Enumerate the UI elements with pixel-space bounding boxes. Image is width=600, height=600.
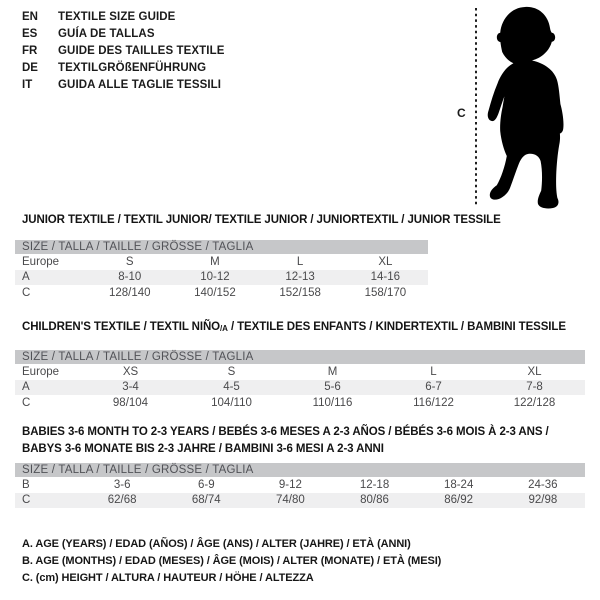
size-row <box>15 254 428 270</box>
age-cell: 10-12 <box>172 270 257 286</box>
age-years-row <box>15 380 585 396</box>
height-measure-label: C <box>457 106 466 120</box>
row-label: C <box>22 396 31 409</box>
height-cell: 128/140 <box>108 286 151 299</box>
language-code: FR <box>22 45 38 57</box>
language-title: TEXTILE SIZE GUIDE <box>58 11 176 23</box>
age-cell: 6-9 <box>197 478 215 491</box>
height-figure <box>440 0 600 215</box>
language-row <box>22 43 225 60</box>
age-cell: 3-6 <box>113 478 131 491</box>
row-label: C <box>22 286 31 299</box>
height-cell: 140/152 <box>194 286 236 299</box>
age-cell: 5-6 <box>282 380 383 396</box>
language-code: IT <box>22 79 33 91</box>
age-cell: 12-18 <box>359 478 390 491</box>
children-table-title <box>22 320 600 336</box>
age-cell: 8-10 <box>87 270 172 286</box>
junior-section <box>0 213 600 301</box>
children-title-subscript: /A <box>220 324 228 333</box>
babies-title-line1: BABIES 3-6 MONTH TO 2-3 YEARS / BEBÉS 3-6 MESES A 2-3 AÑOS / BÉBÉS 3-6 MOIS À 2-3 ANS / <box>22 426 549 438</box>
height-cell: 62/68 <box>80 493 164 509</box>
language-code: EN <box>22 11 38 23</box>
age-cell: 18-24 <box>443 478 474 491</box>
height-row <box>15 395 585 411</box>
size-header-row <box>15 350 585 364</box>
age-cell: 9-12 <box>278 478 302 491</box>
age-cell: 24-36 <box>528 478 558 491</box>
height-row <box>15 285 428 301</box>
row-label: A <box>15 270 87 286</box>
height-cell: 122/128 <box>513 396 556 409</box>
size-cell: L <box>430 365 437 378</box>
region-label: Europe <box>22 255 60 268</box>
legend-height: C. (cm) HEIGHT / ALTURA / HAUTEUR / HÖHE / ALTEZZA <box>22 572 314 584</box>
language-title: GUIDA ALLE TAGLIE TESSILI <box>58 79 222 91</box>
size-header-bar: SIZE / TALLA / TAILLE / GRÖSSE / TAGLIA <box>15 350 585 364</box>
baby-silhouette-icon <box>488 7 564 209</box>
language-row <box>22 60 225 77</box>
age-cell: 7-8 <box>484 380 585 396</box>
age-years-row <box>15 270 428 286</box>
age-cell: 4-5 <box>181 380 282 396</box>
row-label: A <box>15 380 80 396</box>
height-cell: 86/92 <box>417 493 501 509</box>
height-cell: 68/74 <box>164 493 248 509</box>
children-title-prefix: CHILDREN'S TEXTILE / TEXTIL NIÑO <box>22 321 221 333</box>
age-cell: 12-13 <box>258 270 343 286</box>
row-label: C <box>15 493 80 509</box>
height-cell: 104/110 <box>211 396 252 409</box>
size-row <box>15 364 585 380</box>
size-header-bar: SIZE / TALLA / TAILLE / GRÖSSE / TAGLIA <box>15 463 585 477</box>
legend-age-years: A. AGE (YEARS) / EDAD (AÑOS) / ÂGE (ANS) / ALTER (JAHRE) / ETÀ (ANNI) <box>22 538 411 550</box>
age-cell: 6-7 <box>383 380 484 396</box>
height-cell: 74/80 <box>248 493 332 509</box>
size-cell: XS <box>122 365 139 378</box>
language-row <box>22 26 225 43</box>
age-cell: 14-16 <box>343 270 428 286</box>
height-cell: 152/158 <box>279 286 321 299</box>
children-title-suffix: / TEXTILE DES ENFANTS / KINDERTEXTIL / BAMBINI TESSILE <box>227 321 566 333</box>
language-row <box>22 77 225 94</box>
size-cell: S <box>227 365 236 378</box>
age-months-row <box>15 477 585 493</box>
children-size-table <box>15 350 585 411</box>
language-title: TEXTILGRÖßENFÜHRUNG <box>58 62 207 74</box>
babies-section <box>0 424 600 508</box>
legend <box>22 536 441 587</box>
height-row <box>15 493 585 509</box>
height-cell: 98/104 <box>112 396 149 409</box>
size-cell: M <box>327 365 338 378</box>
babies-size-table <box>15 463 585 508</box>
size-header-row <box>15 240 428 254</box>
size-header-bar: SIZE / TALLA / TAILLE / GRÖSSE / TAGLIA <box>15 240 428 254</box>
height-cell: 116/122 <box>413 396 454 409</box>
language-row <box>22 9 225 26</box>
size-cell: M <box>210 255 220 268</box>
size-cell: L <box>296 255 304 268</box>
language-title: GUÍA DE TALLAS <box>58 28 155 40</box>
babies-title-line2: BABYS 3-6 MONATE BIS 2-3 JAHRE / BAMBINI 3-6 MESI A 2-3 ANNI <box>22 442 384 455</box>
size-cell: XL <box>527 365 542 378</box>
legend-age-months: B. AGE (MONTHS) / EDAD (MESES) / ÂGE (MOIS) / ALTER (MONATE) / ETÀ (MESI) <box>22 555 442 567</box>
height-cell: 80/86 <box>332 493 416 509</box>
age-cell: 3-4 <box>80 380 181 396</box>
height-cell: 158/170 <box>364 286 407 299</box>
size-cell: S <box>125 255 134 268</box>
language-code: DE <box>22 62 38 74</box>
language-title: GUIDE DES TAILLES TEXTILE <box>58 45 225 57</box>
height-cell: 92/98 <box>501 493 585 509</box>
junior-size-table <box>15 240 428 301</box>
language-title-list <box>22 9 225 94</box>
children-section <box>0 320 600 411</box>
language-code: ES <box>22 28 38 40</box>
row-label: B <box>22 478 30 491</box>
region-label: Europe <box>22 365 60 378</box>
size-header-row <box>15 463 585 477</box>
junior-table-title: JUNIOR TEXTILE / TEXTIL JUNIOR/ TEXTILE JUNIOR / JUNIORTEXTIL / JUNIOR TESSILE <box>22 214 501 226</box>
babies-table-title <box>22 424 600 457</box>
size-cell: XL <box>378 255 393 268</box>
height-cell: 110/116 <box>312 396 353 409</box>
